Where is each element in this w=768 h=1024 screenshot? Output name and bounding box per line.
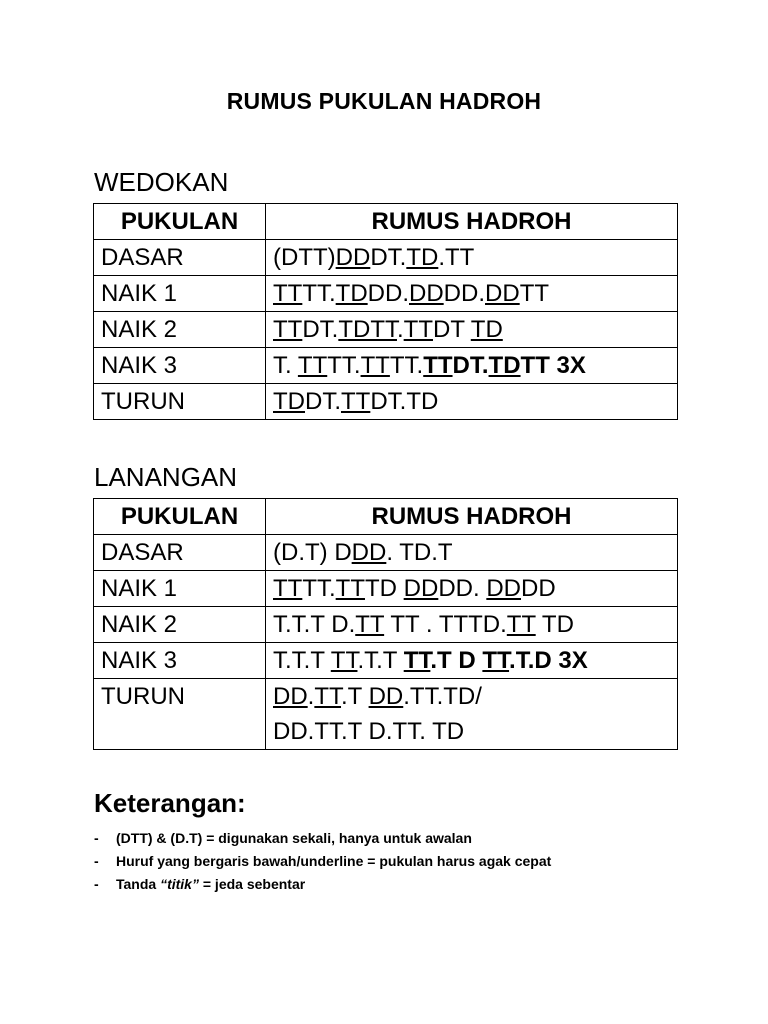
- formula-segment: TT: [273, 280, 303, 307]
- formula-segment: .T: [341, 683, 369, 710]
- bullet-dash: -: [94, 876, 99, 892]
- formula-segment: TT: [519, 280, 550, 307]
- formula-segment: DT.TD: [370, 388, 439, 415]
- formula-segment: .TT.TD/: [403, 683, 482, 710]
- formula-segment: DT.: [370, 244, 407, 271]
- header-rumus-hadroh: RUMUS HADROH: [266, 499, 678, 535]
- pukulan-label: TURUN: [94, 384, 266, 420]
- bullet-dash: -: [94, 830, 99, 846]
- pukulan-label: NAIK 3: [94, 643, 266, 679]
- table-row: [94, 312, 678, 348]
- formula-segment: T.T.T D.: [273, 611, 356, 638]
- rumus-formula: [266, 535, 678, 571]
- pukulan-label: NAIK 1: [94, 571, 266, 607]
- formula-segment: TT 3X: [520, 352, 586, 379]
- formula-segment: TT: [335, 575, 365, 602]
- formula-segment: DD: [273, 683, 308, 710]
- keterangan-item: [94, 827, 551, 850]
- formula-segment: .T.T: [357, 647, 404, 674]
- formula-segment: DD: [486, 575, 521, 602]
- section-title-lanangan: LANANGAN: [94, 462, 238, 492]
- formula-segment: DD: [485, 280, 520, 307]
- formula-segment: DT: [432, 316, 471, 343]
- formula-line: [273, 276, 677, 311]
- formula-segment: .: [396, 316, 404, 343]
- formula-line: [273, 714, 677, 749]
- formula-segment: T.T.T: [273, 647, 331, 674]
- pukulan-label: TURUN: [94, 679, 266, 750]
- formula-segment: TT: [482, 647, 510, 674]
- table-row: [94, 643, 678, 679]
- keterangan-title: Keterangan:: [94, 788, 246, 818]
- formula-segment: TT: [273, 575, 303, 602]
- formula-segment: DD.TT.T D.TT. TD: [273, 718, 465, 745]
- header-pukulan: PUKULAN: [94, 499, 266, 535]
- formula-segment: TD: [364, 575, 404, 602]
- formula-segment: TT: [330, 647, 358, 674]
- formula-segment: DD: [335, 244, 371, 271]
- formula-line: [273, 679, 677, 714]
- formula-segment: TT: [297, 352, 328, 379]
- formula-segment: DT.: [305, 388, 341, 415]
- formula-segment: “titik”: [160, 876, 199, 892]
- formula-segment: DD: [368, 683, 404, 710]
- pukulan-label: NAIK 1: [94, 276, 266, 312]
- table-header-row: [94, 204, 678, 240]
- formula-line: [273, 643, 677, 678]
- rumus-formula: [266, 312, 678, 348]
- formula-segment: TD: [406, 244, 439, 271]
- pukulan-label: NAIK 2: [94, 312, 266, 348]
- section-title-wedokan: WEDOKAN: [94, 167, 229, 197]
- formula-segment: DD: [521, 575, 556, 602]
- formula-segment: TD: [488, 352, 521, 379]
- table-header-row: [94, 499, 678, 535]
- formula-line: [273, 607, 677, 642]
- formula-segment: TT . TTTD.: [384, 611, 507, 638]
- formula-segment: Huruf yang bergaris bawah/underline = pukulan harus agak cepat: [116, 853, 552, 869]
- keterangan-list: [94, 827, 551, 896]
- formula-line: [273, 535, 677, 570]
- formula-segment: TT: [403, 647, 431, 674]
- pukulan-label: NAIK 2: [94, 607, 266, 643]
- formula-segment: DT.: [302, 316, 339, 343]
- table-row: [94, 240, 678, 276]
- formula-segment: TD: [335, 280, 368, 307]
- rumus-formula: [266, 348, 678, 384]
- formula-segment: .T D: [430, 647, 483, 674]
- formula-segment: DD.: [367, 280, 409, 307]
- table-row: [94, 535, 678, 571]
- table-row: [94, 384, 678, 420]
- formula-segment: TT.: [302, 575, 336, 602]
- formula-segment: TT.: [389, 352, 424, 379]
- formula-segment: .T.D 3X: [509, 647, 588, 674]
- formula-segment: Tanda: [116, 876, 161, 892]
- formula-segment: TT: [360, 352, 390, 379]
- pukulan-label: DASAR: [94, 535, 266, 571]
- formula-segment: TT: [403, 316, 433, 343]
- formula-segment: TD: [470, 316, 503, 343]
- table-wedokan: [93, 203, 678, 420]
- formula-segment: T.: [273, 352, 298, 379]
- rumus-formula: [266, 384, 678, 420]
- formula-segment: TT.: [327, 352, 361, 379]
- formula-line: [273, 312, 677, 347]
- formula-segment: DD.: [438, 575, 487, 602]
- page-title: RUMUS PUKULAN HADROH: [226, 88, 542, 114]
- formula-line: [273, 240, 677, 275]
- formula-segment: DD: [403, 575, 439, 602]
- pukulan-label: DASAR: [94, 240, 266, 276]
- formula-segment: TDTT: [338, 316, 397, 343]
- formula-segment: DD: [409, 280, 444, 307]
- table-row: [94, 571, 678, 607]
- bullet-dash: -: [94, 853, 99, 869]
- rumus-formula: [266, 607, 678, 643]
- keterangan-item: [94, 873, 551, 896]
- formula-segment: (DTT) & (D.T) = digunakan sekali, hanya untuk awalan: [116, 830, 472, 846]
- formula-segment: TT: [355, 611, 385, 638]
- formula-segment: DD: [351, 539, 387, 566]
- formula-segment: TD: [535, 611, 574, 638]
- table-lanangan: [93, 498, 678, 750]
- formula-segment: TT: [341, 388, 371, 415]
- table-row: [94, 348, 678, 384]
- formula-segment: (D.T) D: [273, 539, 352, 566]
- formula-segment: TT: [506, 611, 536, 638]
- formula-segment: (DTT): [273, 244, 336, 271]
- table-row: [94, 607, 678, 643]
- table-row: [94, 276, 678, 312]
- formula-segment: .: [307, 683, 315, 710]
- formula-segment: TT: [273, 316, 303, 343]
- rumus-formula: [266, 276, 678, 312]
- formula-segment: TT: [423, 352, 453, 379]
- formula-line: [273, 384, 677, 419]
- rumus-formula: [266, 571, 678, 607]
- formula-segment: TT: [314, 683, 342, 710]
- table-row: [94, 679, 678, 750]
- formula-segment: . TD.T: [386, 539, 453, 566]
- pukulan-label: NAIK 3: [94, 348, 266, 384]
- rumus-formula: [266, 240, 678, 276]
- formula-line: [273, 348, 677, 383]
- formula-line: [273, 571, 677, 606]
- header-rumus-hadroh: RUMUS HADROH: [266, 204, 678, 240]
- formula-segment: TT.: [302, 280, 336, 307]
- formula-segment: DD.: [443, 280, 486, 307]
- formula-segment: DT.: [452, 352, 489, 379]
- formula-segment: TD: [273, 388, 305, 415]
- header-pukulan: PUKULAN: [94, 204, 266, 240]
- formula-segment: = jeda sebentar: [198, 876, 306, 892]
- formula-segment: .TT: [438, 244, 475, 271]
- rumus-formula: [266, 679, 678, 750]
- rumus-formula: [266, 643, 678, 679]
- keterangan-item: [94, 850, 551, 873]
